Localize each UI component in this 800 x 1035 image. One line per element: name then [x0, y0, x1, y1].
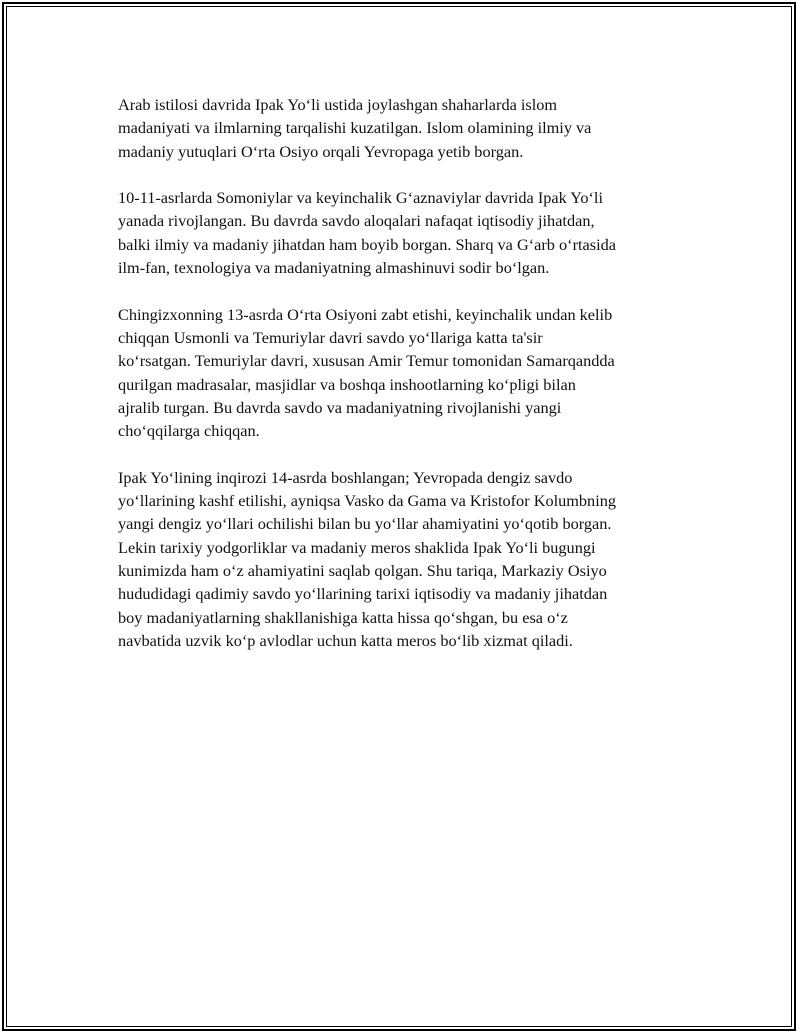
text-line: yo‘llarining kashf etilishi, ayniqsa Vasko da Gama va Kristofor Kolumbning: [118, 491, 616, 511]
paragraph: [118, 93, 718, 163]
text-line: ko‘rsatgan. Temuriylar davri, xususan Amir Temur tomonidan Samarqandda: [118, 351, 615, 371]
text-line: ilm-fan, texnologiya va madaniyatning almashinuvi sodir bo‘lgan.: [118, 258, 550, 278]
text-line: navbatida uzvik ko‘p avlodlar uchun katta meros bo‘lib xizmat qiladi.: [118, 630, 573, 650]
text-line: chiqqan Usmonli va Temuriylar davri savdo yo‘llariga katta ta'sir: [118, 327, 543, 347]
text-line: hududidagi qadimiy savdo yo‘llarining tarixi iqtisodiy va madaniy jihatdan: [118, 584, 608, 604]
text-line: Chingizxonning 13-asrda O‘rta Osiyoni zabt etishi, keyinchalik undan kelib: [118, 304, 613, 324]
text-line: madaniy yutuqlari O‘rta Osiyo orqali Yevropaga yetib borgan.: [118, 141, 524, 161]
paragraph: [118, 303, 718, 443]
text-line: boy madaniyatlarning shakllanishiga katta hissa qo‘shgan, bu esa o‘z: [118, 607, 568, 627]
text-line: Ipak Yo‘lining inqirozi 14-asrda boshlangan; Yevropada dengiz savdo: [118, 467, 573, 487]
text-line: madaniyati va ilmlarning tarqalishi kuzatilgan. Islom olamining ilmiy va: [118, 118, 592, 138]
text-line: cho‘qqilarga chiqqan.: [118, 421, 260, 441]
text-line: yangi dengiz yo‘llari ochilishi bilan bu yo‘llar ahamiyatini yo‘qotib borgan.: [118, 514, 612, 534]
text-line: kunimizda ham o‘z ahamiyatini saqlab qolgan. Shu tariqa, Markaziy Osiyo: [118, 560, 607, 580]
text-line: qurilgan madrasalar, masjidlar va boshqa inshootlarning ko‘pligi bilan: [118, 374, 576, 394]
paragraph: [118, 186, 718, 279]
text-line: ajralib turgan. Bu davrda savdo va madaniyatning rivojlanishi yangi: [118, 397, 562, 417]
paragraph: [118, 466, 718, 652]
text-line: yanada rivojlangan. Bu davrda savdo aloqalari nafaqat iqtisodiy jihatdan,: [118, 211, 595, 231]
document-body: [118, 93, 718, 675]
text-line: Lekin tarixiy yodgorliklar va madaniy meros shaklida Ipak Yo‘li bugungi: [118, 537, 596, 557]
text-line: balki ilmiy va madaniy jihatdan ham boyib borgan. Sharq va G‘arb o‘rtasida: [118, 234, 616, 254]
text-line: 10-11-asrlarda Somoniylar va keyinchalik G‘aznaviylar davrida Ipak Yo‘li: [118, 188, 603, 208]
text-line: Arab istilosi davrida Ipak Yo‘li ustida joylashgan shaharlarda islom: [118, 95, 558, 114]
